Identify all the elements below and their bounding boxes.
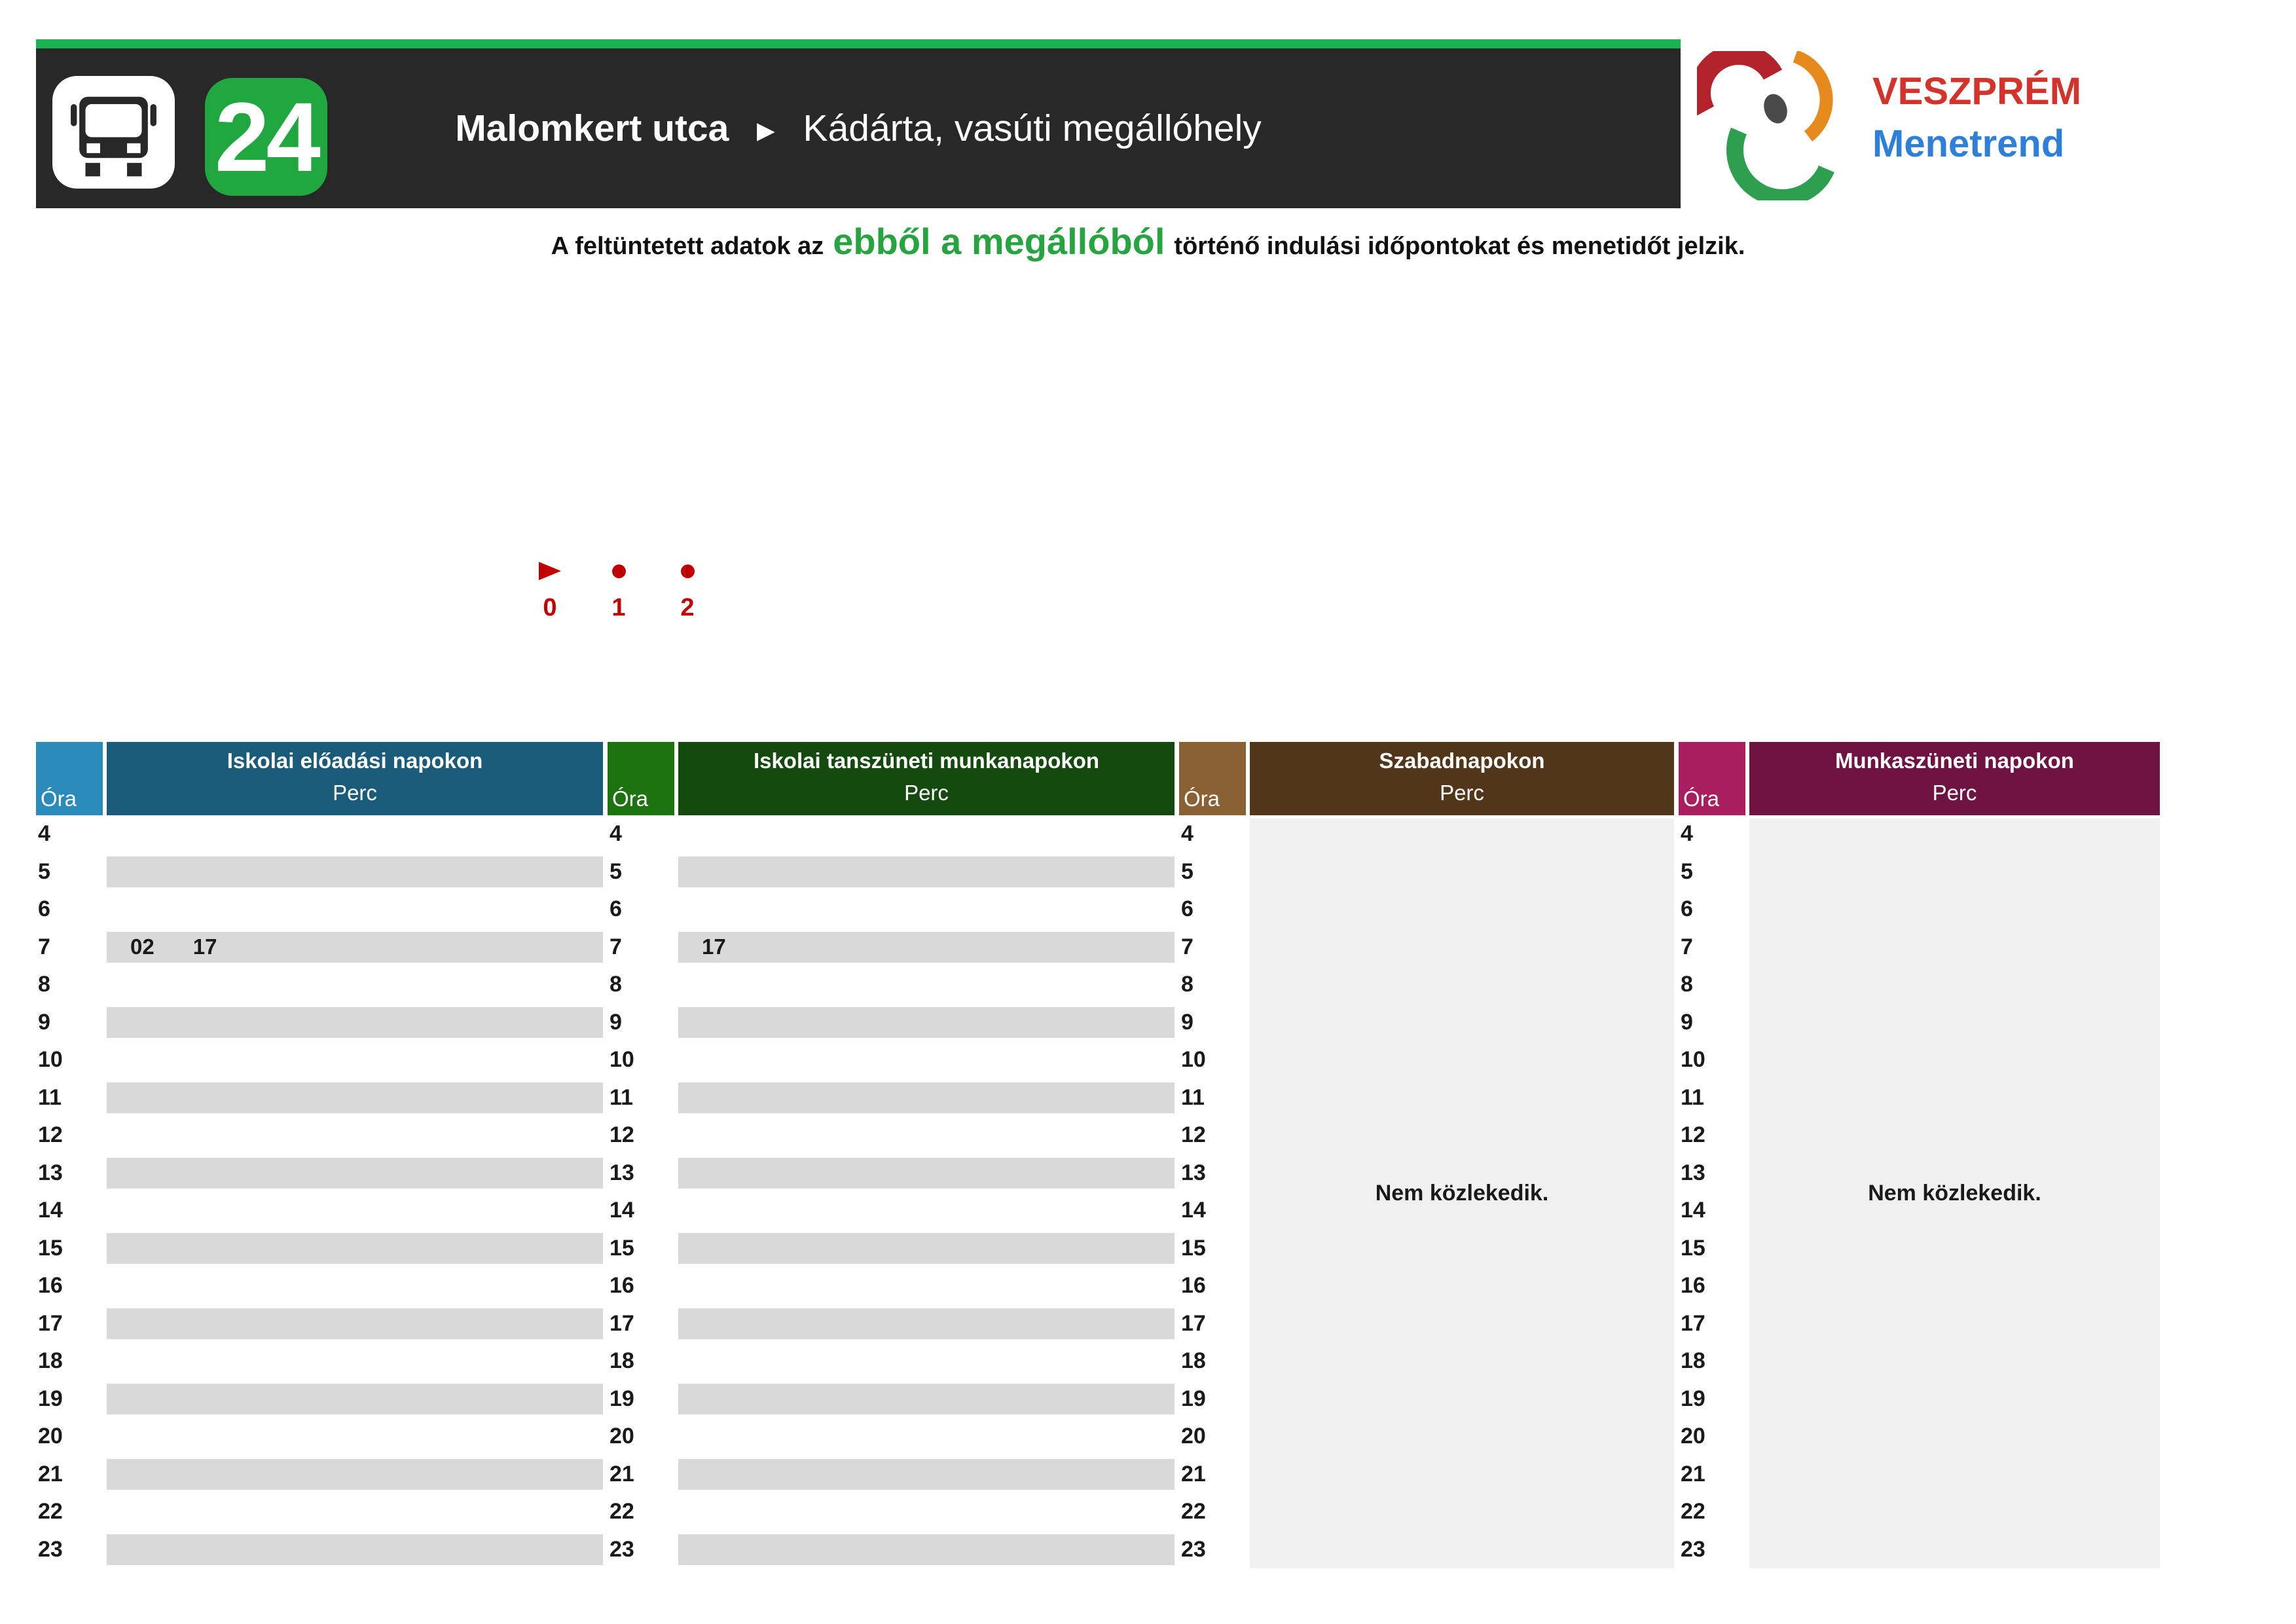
hour-value: 10 bbox=[1181, 1047, 1206, 1073]
minutes-cell bbox=[678, 1154, 1175, 1192]
hour-value: 18 bbox=[1181, 1348, 1206, 1374]
timetable-row-hour-15 bbox=[36, 1230, 603, 1268]
group-header bbox=[36, 742, 603, 815]
timetable bbox=[36, 742, 2170, 1568]
hour-value: 9 bbox=[1181, 1009, 1194, 1035]
hour-value: 4 bbox=[1681, 821, 1693, 847]
service-day-title: Szabadnapokon bbox=[1379, 748, 1545, 773]
hour-value: 13 bbox=[610, 1160, 634, 1185]
minutes-cell bbox=[107, 815, 603, 853]
notice-prefix: A feltüntetett adatok az bbox=[551, 232, 824, 260]
hour-value: 5 bbox=[1681, 858, 1693, 884]
hour-value: 16 bbox=[1681, 1273, 1705, 1299]
stop-travel-minutes: 2 bbox=[680, 594, 695, 621]
minutes-cell bbox=[107, 891, 603, 929]
minutes-cell bbox=[107, 1230, 603, 1268]
row-stripe bbox=[678, 1082, 1175, 1114]
departure-minute: 17 bbox=[702, 934, 726, 959]
hour-value: 12 bbox=[1681, 1122, 1705, 1148]
hour-value: 5 bbox=[38, 858, 50, 884]
minutes-cell bbox=[107, 1041, 603, 1079]
hour-value: 4 bbox=[38, 821, 50, 847]
hour-value: 9 bbox=[38, 1009, 50, 1035]
group-body bbox=[608, 815, 1175, 1568]
row-stripe bbox=[107, 932, 603, 963]
hour-value: 23 bbox=[1681, 1536, 1705, 1562]
hour-value: 12 bbox=[38, 1122, 63, 1148]
no-service-block bbox=[1250, 819, 1674, 1568]
row-stripe bbox=[107, 1007, 603, 1039]
timetable-row-hour-9 bbox=[36, 1004, 603, 1042]
hour-value: 22 bbox=[1681, 1499, 1705, 1524]
hour-value: 8 bbox=[610, 972, 622, 997]
row-stripe bbox=[678, 1007, 1175, 1039]
hour-value: 6 bbox=[1681, 896, 1693, 922]
minutes-cell bbox=[107, 1342, 603, 1380]
timetable-row-hour-4 bbox=[608, 815, 1175, 853]
minutes-cell bbox=[678, 853, 1175, 891]
title-origin-stop: Malomkert utca bbox=[455, 107, 729, 149]
group-header bbox=[1679, 742, 2160, 815]
service-day-title: Iskolai tanszüneti munkanapokon bbox=[753, 748, 1100, 773]
minutes-cell bbox=[678, 1380, 1175, 1418]
hour-value: 15 bbox=[38, 1235, 63, 1261]
hour-value: 14 bbox=[38, 1198, 63, 1223]
timetable-row-hour-13 bbox=[36, 1154, 603, 1192]
hour-value: 22 bbox=[1181, 1499, 1206, 1524]
minutes-cell bbox=[678, 1192, 1175, 1230]
stop-marker-dot-icon bbox=[681, 564, 695, 578]
timetable-row-hour-16 bbox=[36, 1267, 603, 1305]
minutes-cell bbox=[678, 1305, 1175, 1343]
hour-value: 7 bbox=[1681, 934, 1693, 959]
minute-column-header bbox=[1749, 742, 2160, 815]
timetable-row-hour-8 bbox=[36, 966, 603, 1004]
timetable-row-hour-17 bbox=[608, 1305, 1175, 1343]
notice-suffix: történő indulási időpontokat és menetidőt jelzik. bbox=[1174, 232, 1745, 260]
stop-travel-minutes: 0 bbox=[543, 594, 557, 621]
group-header bbox=[608, 742, 1175, 815]
hour-value: 6 bbox=[38, 896, 50, 922]
minutes-cell bbox=[107, 1154, 603, 1192]
timetable-row-hour-10 bbox=[608, 1041, 1175, 1079]
timetable-row-hour-9 bbox=[608, 1004, 1175, 1042]
origin-marker-icon bbox=[539, 562, 561, 580]
stop-marker-dot-icon bbox=[612, 564, 626, 578]
row-stripe bbox=[678, 857, 1175, 888]
title-direction-arrow-icon: ► bbox=[751, 113, 781, 147]
hour-value: 15 bbox=[1681, 1235, 1705, 1261]
brand-city-name: VESZPRÉM bbox=[1872, 70, 2082, 113]
timetable-row-hour-21 bbox=[36, 1456, 603, 1494]
hour-value: 12 bbox=[1181, 1122, 1206, 1148]
hour-value: 17 bbox=[1681, 1310, 1705, 1336]
hour-value: 11 bbox=[38, 1084, 62, 1110]
hour-value: 16 bbox=[1181, 1273, 1206, 1299]
timetable-row-hour-4 bbox=[36, 815, 603, 853]
minutes-cell bbox=[678, 1116, 1175, 1154]
timetable-row-hour-22 bbox=[36, 1493, 603, 1531]
hour-value: 4 bbox=[610, 821, 622, 847]
row-stripe bbox=[107, 1308, 603, 1340]
hour-value: 18 bbox=[610, 1348, 634, 1374]
hour-label: Óra bbox=[41, 786, 77, 811]
hour-value: 14 bbox=[610, 1198, 634, 1223]
row-stripe bbox=[107, 1459, 603, 1490]
minutes-cell bbox=[678, 815, 1175, 853]
hour-value: 5 bbox=[610, 858, 622, 884]
minutes-cell bbox=[107, 853, 603, 891]
row-stripe bbox=[678, 1158, 1175, 1189]
timetable-row-hour-18 bbox=[36, 1342, 603, 1380]
row-stripe bbox=[678, 1534, 1175, 1566]
hour-value: 21 bbox=[38, 1461, 63, 1486]
group-header bbox=[1179, 742, 1674, 815]
hour-value: 16 bbox=[38, 1273, 63, 1299]
hour-value: 11 bbox=[1681, 1084, 1704, 1110]
hour-value: 19 bbox=[38, 1386, 63, 1411]
minutes-cell bbox=[107, 1456, 603, 1494]
minutes-cell bbox=[678, 929, 1175, 967]
hour-value: 5 bbox=[1181, 858, 1194, 884]
hour-value: 11 bbox=[610, 1084, 633, 1110]
timetable-row-hour-20 bbox=[36, 1418, 603, 1456]
service-day-title: Munkaszüneti napokon bbox=[1835, 748, 2074, 773]
timetable-row-hour-12 bbox=[36, 1116, 603, 1154]
hour-value: 20 bbox=[38, 1424, 63, 1449]
timetable-group-4 bbox=[1679, 742, 2160, 1568]
timetable-group-1 bbox=[36, 742, 603, 1568]
minutes-cell bbox=[107, 1493, 603, 1531]
row-stripe bbox=[678, 932, 1175, 963]
hour-value: 8 bbox=[1681, 972, 1693, 997]
hour-label: Óra bbox=[612, 786, 649, 811]
timetable-row-hour-14 bbox=[608, 1192, 1175, 1230]
minutes-cell bbox=[678, 1230, 1175, 1268]
hour-value: 7 bbox=[610, 934, 622, 959]
hour-value: 18 bbox=[38, 1348, 63, 1374]
row-stripe bbox=[678, 1384, 1175, 1415]
departure-minute: 02 bbox=[130, 934, 155, 959]
hour-value: 6 bbox=[610, 896, 622, 922]
hour-value: 16 bbox=[610, 1273, 634, 1299]
timetable-row-hour-13 bbox=[608, 1154, 1175, 1192]
minutes-cell bbox=[107, 966, 603, 1004]
hour-value: 11 bbox=[1181, 1084, 1205, 1110]
no-service-text: Nem közlekedik. bbox=[1868, 1181, 2041, 1206]
hour-value: 23 bbox=[38, 1536, 63, 1562]
minutes-cell bbox=[107, 1418, 603, 1456]
hour-value: 9 bbox=[610, 1009, 622, 1035]
timetable-row-hour-11 bbox=[36, 1079, 603, 1117]
hour-column-header bbox=[608, 742, 674, 815]
minutes-cell bbox=[678, 1493, 1175, 1531]
timetable-row-hour-10 bbox=[36, 1041, 603, 1079]
hour-value: 21 bbox=[1681, 1461, 1705, 1486]
minutes-cell bbox=[107, 1305, 603, 1343]
brand-product-name: Menetrend bbox=[1872, 122, 2065, 165]
minutes-cell bbox=[107, 1116, 603, 1154]
minutes-cell bbox=[107, 1004, 603, 1042]
hour-column-header bbox=[1679, 742, 1745, 815]
hour-value: 17 bbox=[610, 1310, 634, 1336]
row-stripe bbox=[107, 1534, 603, 1566]
hour-value: 13 bbox=[38, 1160, 63, 1185]
hour-value: 10 bbox=[1681, 1047, 1705, 1073]
timetable-row-hour-23 bbox=[36, 1531, 603, 1569]
stop-travel-minutes: 1 bbox=[611, 594, 626, 621]
hour-value: 20 bbox=[1181, 1424, 1206, 1449]
title-destination-stop: Kádárta, vasúti megállóhely bbox=[803, 107, 1262, 149]
minutes-cell bbox=[678, 1267, 1175, 1305]
hour-value: 19 bbox=[1681, 1386, 1705, 1411]
hour-value: 19 bbox=[610, 1386, 634, 1411]
hour-value: 10 bbox=[38, 1047, 63, 1073]
hour-value: 9 bbox=[1681, 1009, 1693, 1035]
row-stripe bbox=[107, 1082, 603, 1114]
timetable-row-hour-12 bbox=[608, 1116, 1175, 1154]
minutes-cell bbox=[107, 929, 603, 967]
no-service-text: Nem közlekedik. bbox=[1375, 1181, 1549, 1206]
hour-value: 19 bbox=[1181, 1386, 1206, 1411]
minute-column-header bbox=[1250, 742, 1674, 815]
hour-value: 7 bbox=[38, 934, 50, 959]
row-stripe bbox=[107, 1384, 603, 1415]
minutes-cell bbox=[678, 891, 1175, 929]
hour-value: 20 bbox=[610, 1424, 634, 1449]
timetable-row-hour-16 bbox=[608, 1267, 1175, 1305]
minutes-cell bbox=[678, 966, 1175, 1004]
hour-value: 15 bbox=[1181, 1235, 1206, 1261]
hour-value: 7 bbox=[1181, 934, 1194, 959]
row-stripe bbox=[678, 1308, 1175, 1340]
timetable-row-hour-6 bbox=[608, 891, 1175, 929]
hour-value: 10 bbox=[610, 1047, 634, 1073]
hour-value: 14 bbox=[1181, 1198, 1206, 1223]
hour-value: 8 bbox=[1181, 972, 1194, 997]
hour-value: 23 bbox=[610, 1536, 634, 1562]
row-stripe bbox=[678, 1459, 1175, 1490]
hour-value: 15 bbox=[610, 1235, 634, 1261]
timetable-row-hour-15 bbox=[608, 1230, 1175, 1268]
row-stripe bbox=[107, 1158, 603, 1189]
minutes-cell bbox=[107, 1079, 603, 1117]
group-body bbox=[36, 815, 603, 1568]
minute-label: Perc bbox=[1440, 780, 1484, 805]
route-number-badge: 24 bbox=[205, 78, 327, 196]
hour-label: Óra bbox=[1683, 786, 1720, 811]
minutes-cell bbox=[107, 1380, 603, 1418]
hour-value: 13 bbox=[1681, 1160, 1705, 1185]
timetable-row-hour-7 bbox=[36, 929, 603, 967]
hour-value: 4 bbox=[1181, 821, 1194, 847]
minutes-cell bbox=[107, 1192, 603, 1230]
hour-value: 8 bbox=[38, 972, 50, 997]
hour-value: 22 bbox=[610, 1499, 634, 1524]
minute-label: Perc bbox=[1932, 780, 1977, 805]
hour-value: 20 bbox=[1681, 1424, 1705, 1449]
hour-value: 17 bbox=[1181, 1310, 1206, 1336]
hour-label: Óra bbox=[1184, 786, 1220, 811]
hour-value: 6 bbox=[1181, 896, 1194, 922]
hour-value: 18 bbox=[1681, 1348, 1705, 1374]
no-service-block bbox=[1749, 819, 2160, 1568]
row-stripe bbox=[107, 1233, 603, 1264]
service-day-title: Iskolai előadási napokon bbox=[227, 748, 483, 773]
row-stripe bbox=[678, 1233, 1175, 1264]
hour-value: 23 bbox=[1181, 1536, 1206, 1562]
minute-column-header bbox=[678, 742, 1175, 815]
timetable-row-hour-18 bbox=[608, 1342, 1175, 1380]
timetable-group-2 bbox=[608, 742, 1175, 1568]
minutes-cell bbox=[678, 1079, 1175, 1117]
timetable-row-hour-11 bbox=[608, 1079, 1175, 1117]
timetable-row-hour-19 bbox=[608, 1380, 1175, 1418]
timetable-row-hour-22 bbox=[608, 1493, 1175, 1531]
timetable-row-hour-23 bbox=[608, 1531, 1175, 1569]
hour-value: 21 bbox=[1181, 1461, 1206, 1486]
timetable-row-hour-6 bbox=[36, 891, 603, 929]
timetable-row-hour-14 bbox=[36, 1192, 603, 1230]
hour-value: 14 bbox=[1681, 1198, 1705, 1223]
hour-value: 22 bbox=[38, 1499, 63, 1524]
minutes-cell bbox=[678, 1041, 1175, 1079]
departure-minute: 17 bbox=[192, 934, 217, 959]
minutes-cell bbox=[678, 1004, 1175, 1042]
hour-value: 12 bbox=[610, 1122, 634, 1148]
minutes-cell bbox=[107, 1267, 603, 1305]
minutes-cell bbox=[678, 1342, 1175, 1380]
timetable-row-hour-5 bbox=[36, 853, 603, 891]
hour-column-header bbox=[36, 742, 103, 815]
minute-label: Perc bbox=[904, 780, 949, 805]
timetable-row-hour-5 bbox=[608, 853, 1175, 891]
timetable-row-hour-7 bbox=[608, 929, 1175, 967]
minutes-cell bbox=[107, 1531, 603, 1569]
minute-label: Perc bbox=[333, 780, 377, 805]
notice-highlight: ebből a megállóból bbox=[833, 221, 1165, 262]
minutes-cell bbox=[678, 1456, 1175, 1494]
minute-column-header bbox=[107, 742, 603, 815]
timetable-row-hour-8 bbox=[608, 966, 1175, 1004]
minutes-cell bbox=[678, 1531, 1175, 1569]
row-stripe bbox=[107, 857, 603, 888]
timetable-row-hour-21 bbox=[608, 1456, 1175, 1494]
timetable-group-3 bbox=[1179, 742, 1674, 1568]
route-diagram bbox=[0, 0, 2296, 655]
timetable-row-hour-20 bbox=[608, 1418, 1175, 1456]
hour-value: 17 bbox=[38, 1310, 63, 1336]
hour-value: 21 bbox=[610, 1461, 634, 1486]
hour-column-header bbox=[1179, 742, 1246, 815]
timetable-row-hour-19 bbox=[36, 1380, 603, 1418]
timetable-row-hour-17 bbox=[36, 1305, 603, 1343]
hour-value: 13 bbox=[1181, 1160, 1206, 1185]
minutes-cell bbox=[678, 1418, 1175, 1456]
